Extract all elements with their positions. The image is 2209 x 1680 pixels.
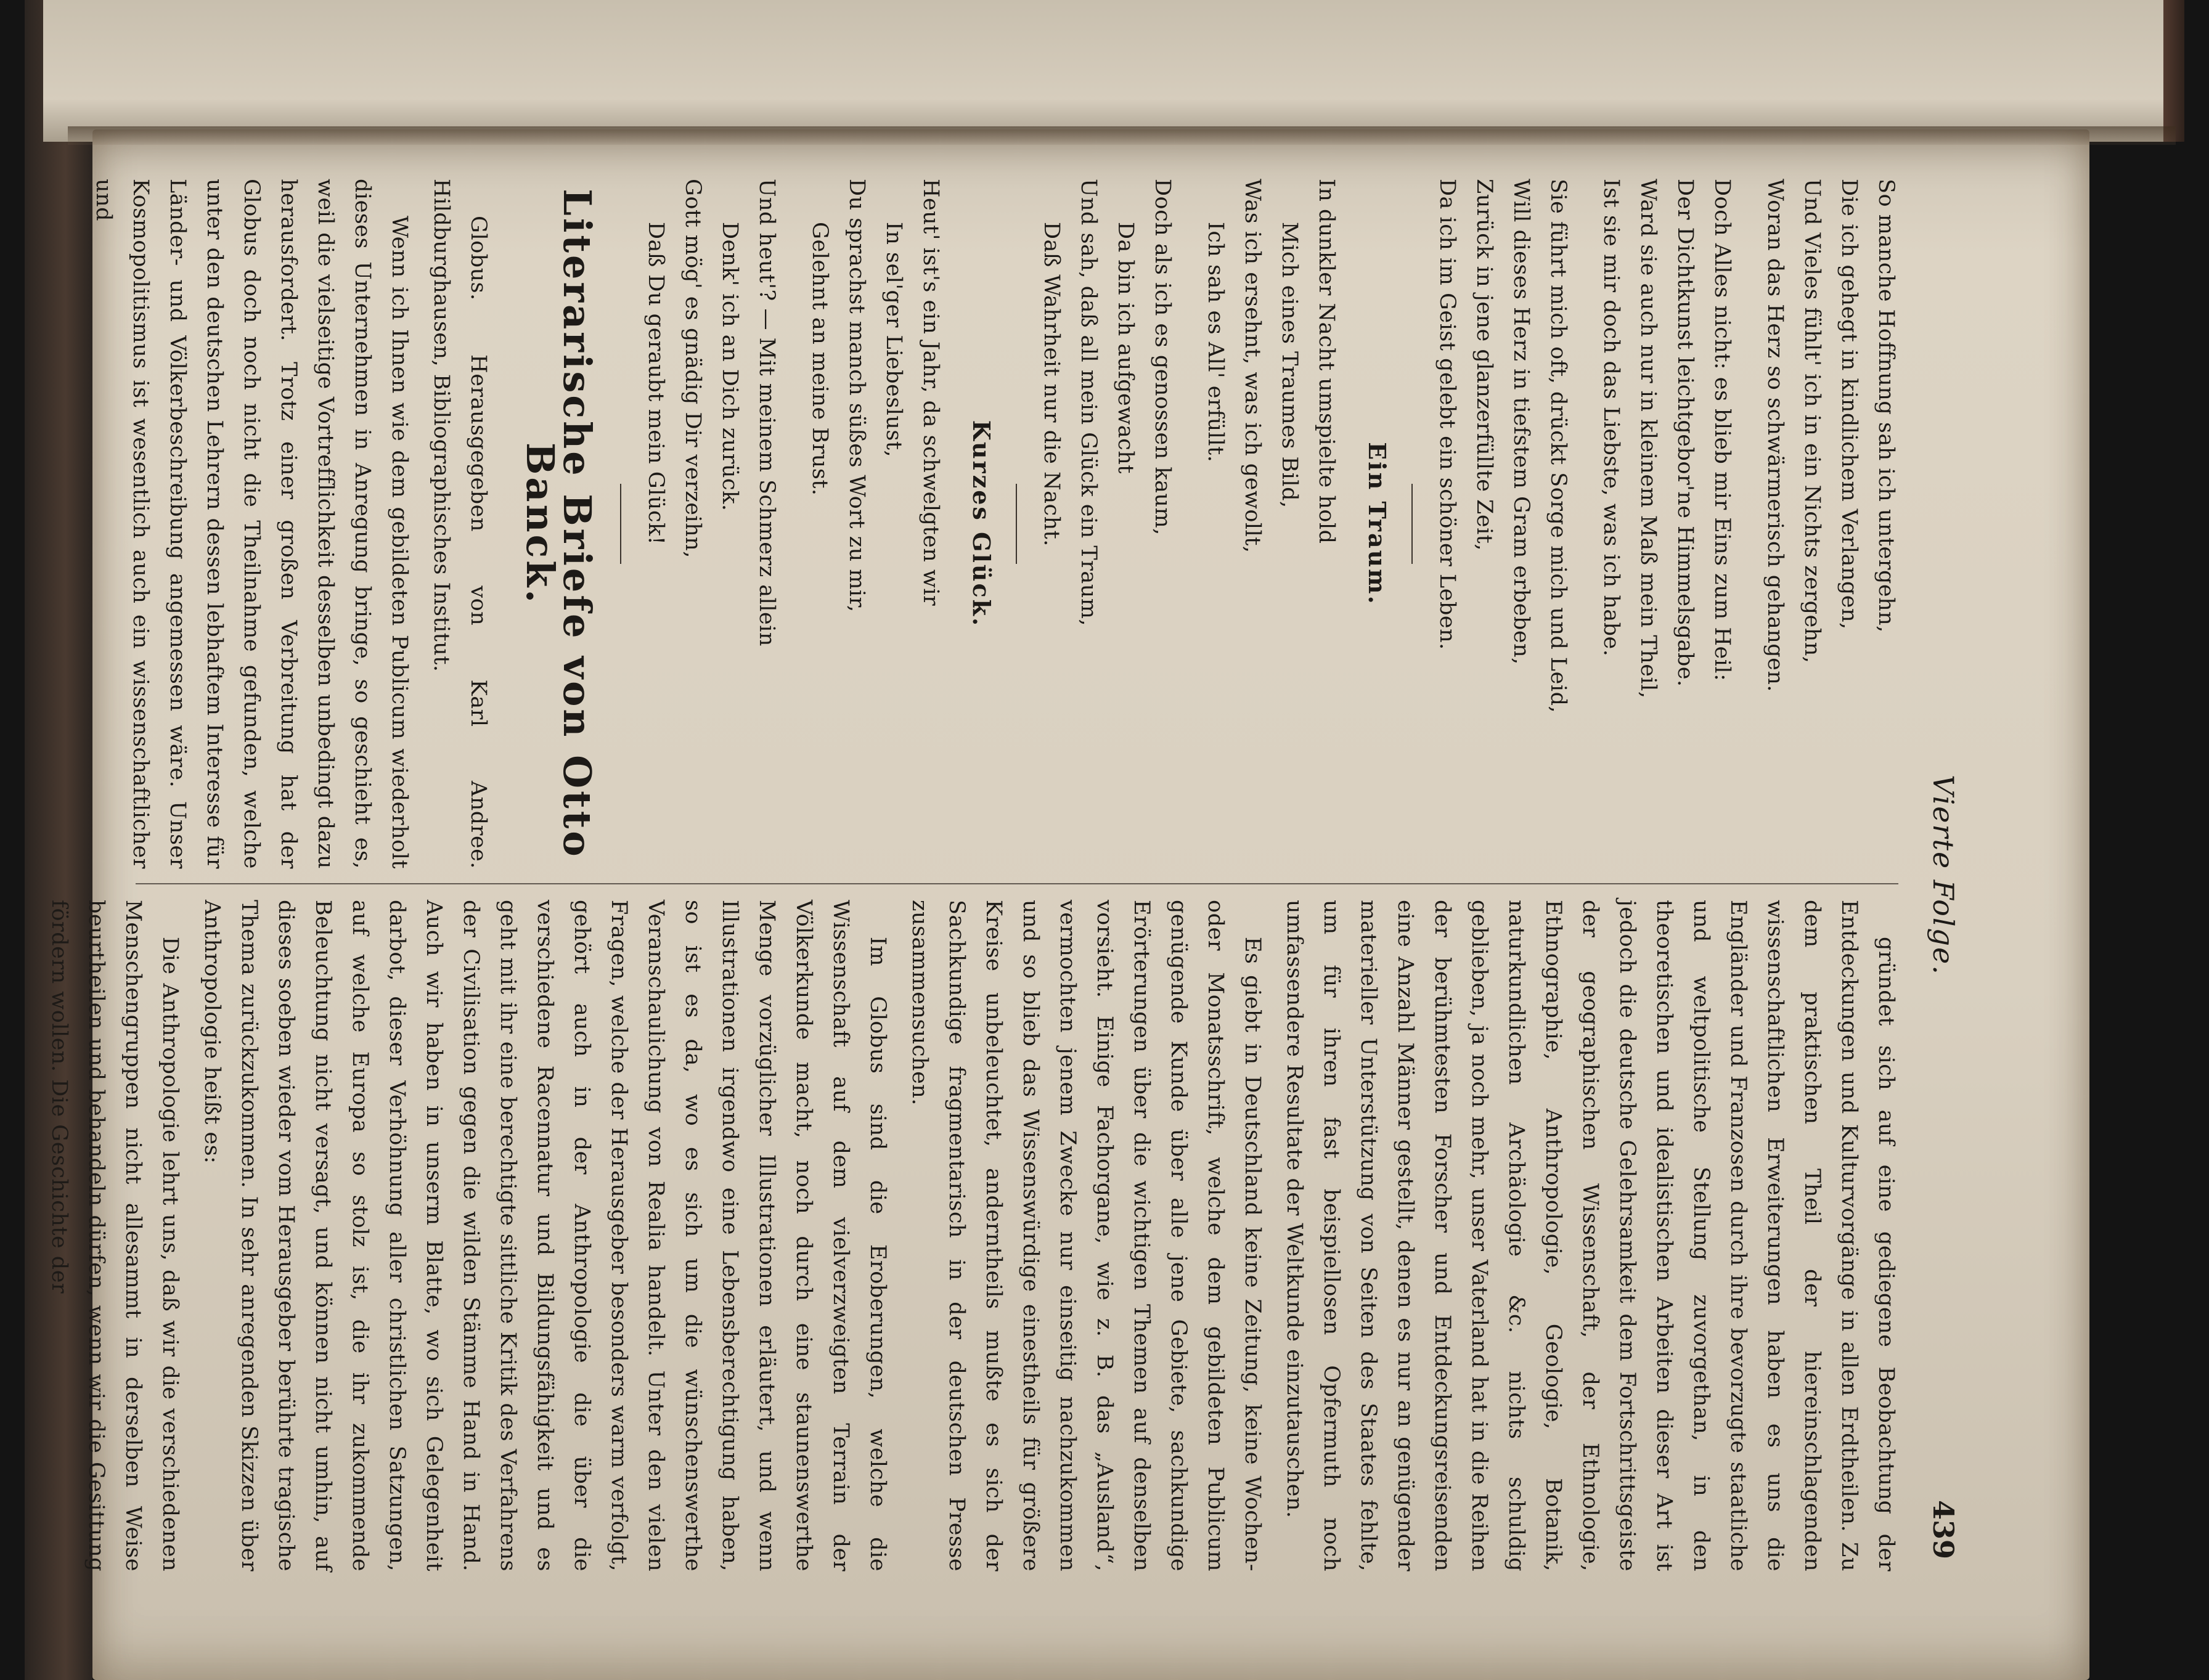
verse-line: Ist sie mir doch das Liebste, was ich habe.	[1599, 179, 1623, 657]
poem-title-ein-traum: Ein Traum.	[1363, 442, 1391, 606]
verse-line: Denk' ich an Dich zurück.	[717, 222, 742, 512]
stanza	[637, 179, 785, 869]
stanza	[1033, 179, 1181, 869]
verse-line: Gott mög' es gnädig Dir verzeihn,	[680, 179, 705, 558]
stanza	[1429, 179, 1577, 869]
verse-line: Ward sie auch nur in kleinem Maß mein Theil,	[1636, 179, 1660, 699]
verse-line: Daß Wahrheit nur die Nacht.	[1039, 222, 1064, 547]
verse-line: Mich eines Traumes Bild,	[1277, 222, 1302, 508]
verse-line: Da bin ich aufgewacht	[1113, 222, 1138, 474]
paragraph: Globus. Herausgegeben von Karl Andree. Hildburghausen, Bibliographisches Institut.	[429, 179, 491, 869]
verse-line: Der Dichtkunst leichtgebor'ne Himmelsgabe.	[1673, 179, 1697, 687]
paragraph: Die Anthropologie lehrt uns, daß wir die verschiedenen Menschengruppen nicht allesammt in derselben Weise beurtheilen und behandeln dürfen, wenn wir die Gesittung fördern wollen. Die Geschichte der	[47, 900, 182, 1572]
stanza	[1757, 179, 1905, 869]
article-title: Literarische Briefe von Otto Banck.	[518, 189, 600, 859]
opening-poem	[1429, 179, 1905, 869]
section-rule	[1016, 484, 1017, 564]
column-rule	[136, 883, 1898, 884]
section-rule	[620, 484, 621, 564]
verse-line: Du sprachst manch süßes Wort zu mir,	[844, 179, 869, 613]
poem-title-kurzes-glueck: Kurzes Glück.	[968, 420, 995, 628]
verse-line: In sel'ger Liebeslust,	[881, 222, 906, 458]
verse-line: Und Vieles fühlt' ich in ein Nichts zergehn,	[1800, 179, 1824, 664]
paragraph: gründet sich auf eine gediegene Beobachtung der Entdeckungen und Kulturvorgänge in allen Erdtheilen. Zu dem praktischen Theil der hiereinschlagenden wissenschaftlichen Erweiterungen haben es uns die Engländer und Franzosen durch ihre bevorzugte staatliche und weltpolitische Stellung zuvorgethan, in den theoretischen und idealistischen Arbeiten dieser Art ist jedoch die deutsche Gelehrsamkeit dem Fortschrittsgeiste der geographischen Wissenschaft, der Ethnologie, Ethnographie, Anthropologie, Geologie, Botanik, naturkundlichen Archäologie &c. nichts schuldig geblieben, ja noch mehr, unser Vaterland hat in die Reihen der berühmtesten Forscher und Entdeckungsreisenden eine Anzahl Männer gestellt, denen es nur an genügender materieller Unterstützung von Seiten des Staates fehlte, um für ihren fast beispiellosen Opfermuth noch umfassendere Resultate der Weltkunde einzutauschen.	[1282, 900, 1898, 1572]
verse-line: Und heut'? — Mit meinem Schmerz allein	[754, 179, 779, 646]
rotated-page-text	[47, 142, 1997, 1609]
verse-line: Was ich ersehnt, was ich gewollt,	[1240, 179, 1265, 553]
verse-line: Sie führt mich oft, drückt Sorge mich und Leid,	[1546, 179, 1570, 714]
section-rule	[1411, 484, 1413, 564]
verse-line: Doch Alles nicht: es blieb mir Eins zum Heil:	[1710, 179, 1734, 682]
verse-line: Und sah, daß all mein Glück ein Traum,	[1076, 179, 1101, 627]
page-number: 439	[1927, 1499, 1960, 1559]
verse-line: Woran das Herz so schwärmerisch gehangen.	[1763, 179, 1787, 693]
verse-line: Daß Du geraubt mein Glück!	[643, 222, 668, 545]
right-column	[36, 900, 1905, 1572]
verse-line: Doch als ich es genossen kaum,	[1150, 179, 1175, 536]
previous-page-strip	[43, 0, 2163, 142]
paragraph: Im Globus sind die Eroberungen, welche die Wissenschaft auf dem vielverzweigten Terrain der Völkerkunde macht, noch durch eine staunenswerthe Menge vorzüglicher Illustrationen erläutert, und wenn Illustrationen irgendwo eine Lebensberechtigung haben, so ist es da, wo es sich um die wünschenswerthe Veranschaulichung von Realia handelt. Unter den vielen Fragen, welche der Herausgeber besonders warm verfolgt, gehört auch in der Anthropologie die über die verschiedene Racennatur und Bildungsfähigkeit und es geht mit ihr eine berechtigte sittliche Kritik des Verfahrens der Civilisation gegen die wilden Stämme Hand in Hand. Auch wir haben in unserm Blatte, wo sich Gelegenheit darbot, dieser Verhöhnung aller christlichen Satzungen, auf welche Europa so stolz ist, die ihr zukommende Beleuchtung nicht versagt, und können nicht umhin, auf dieses soeben wieder vom Herausgeber berührte tragische Thema zurückzukommen. In sehr anregenden Skizzen über Anthropologie heißt es:	[200, 900, 890, 1572]
running-head	[1917, 179, 1960, 1572]
verse-line: Zurück in jene glanzerfüllte Zeit,	[1472, 179, 1496, 551]
right-column-body	[41, 900, 1905, 1572]
verse-line: So manche Hoffnung sah ich untergehn,	[1874, 179, 1898, 633]
stanza	[801, 179, 949, 869]
verse-line: Heut' ist's ein Jahr, da schwelgten wir	[918, 179, 943, 606]
verse-line: In dunkler Nacht umspielte hold	[1314, 179, 1339, 544]
verse-line: Gelehnt an meine Brust.	[807, 222, 832, 496]
verse-line: Ich sah es All' erfüllt.	[1203, 222, 1228, 463]
stanza	[1593, 179, 1741, 869]
paragraph: Es giebt in Deutschland keine Zeitung, keine Wochen- oder Monatsschrift, welche dem gebildeten Publicum genügende Kunde über alle jene Gebiete, sachkundige Erörterungen über die wichtigen Themen auf denselben vorsieht. Einige Fachorgane, wie z. B. das „Ausland“, vermochten jenem Zwecke nur einseitig nachzukommen und so blieb das Wissenswürdige einestheils für größere Kreise unbeleuchtet, anderntheils mußte es sich der Sachkundige fragmentarisch in der deutschen Presse zusammensuchen.	[907, 900, 1265, 1572]
verse-line: Will dieses Herz in tiefstem Gram erbeben,	[1509, 179, 1533, 665]
verse-line: Da ich im Geist gelebt ein schöner Leben.	[1435, 179, 1460, 650]
verse-line: Die ich gehegt in kindlichem Verlangen,	[1837, 179, 1861, 630]
left-column	[80, 179, 1905, 869]
running-head-title: Vierte Folge.	[1927, 775, 1960, 976]
article-body	[85, 179, 497, 869]
poem-kurzes-glueck	[637, 179, 949, 869]
poem-ein-traum	[1033, 179, 1345, 869]
stanza	[1197, 179, 1345, 869]
paragraph: Wenn ich Ihnen wie dem gebildeten Publicum wiederholt dieses Unternehmen in Anregung bringe, so geschieht es, weil die vielseitige Vortrefflichkeit desselben unbedingt dazu herausfordert. Trotz einer großen Verbreitung hat der Globus doch noch nicht die Theilnahme gefunden, welche unter den deutschen Lehrern dessen lebhaftem Interesse für Länder- und Völkerbeschreibung angemessen wäre. Unser Kosmopolitismus ist wesentlich auch ein wissenschaftlicher und	[91, 179, 412, 869]
